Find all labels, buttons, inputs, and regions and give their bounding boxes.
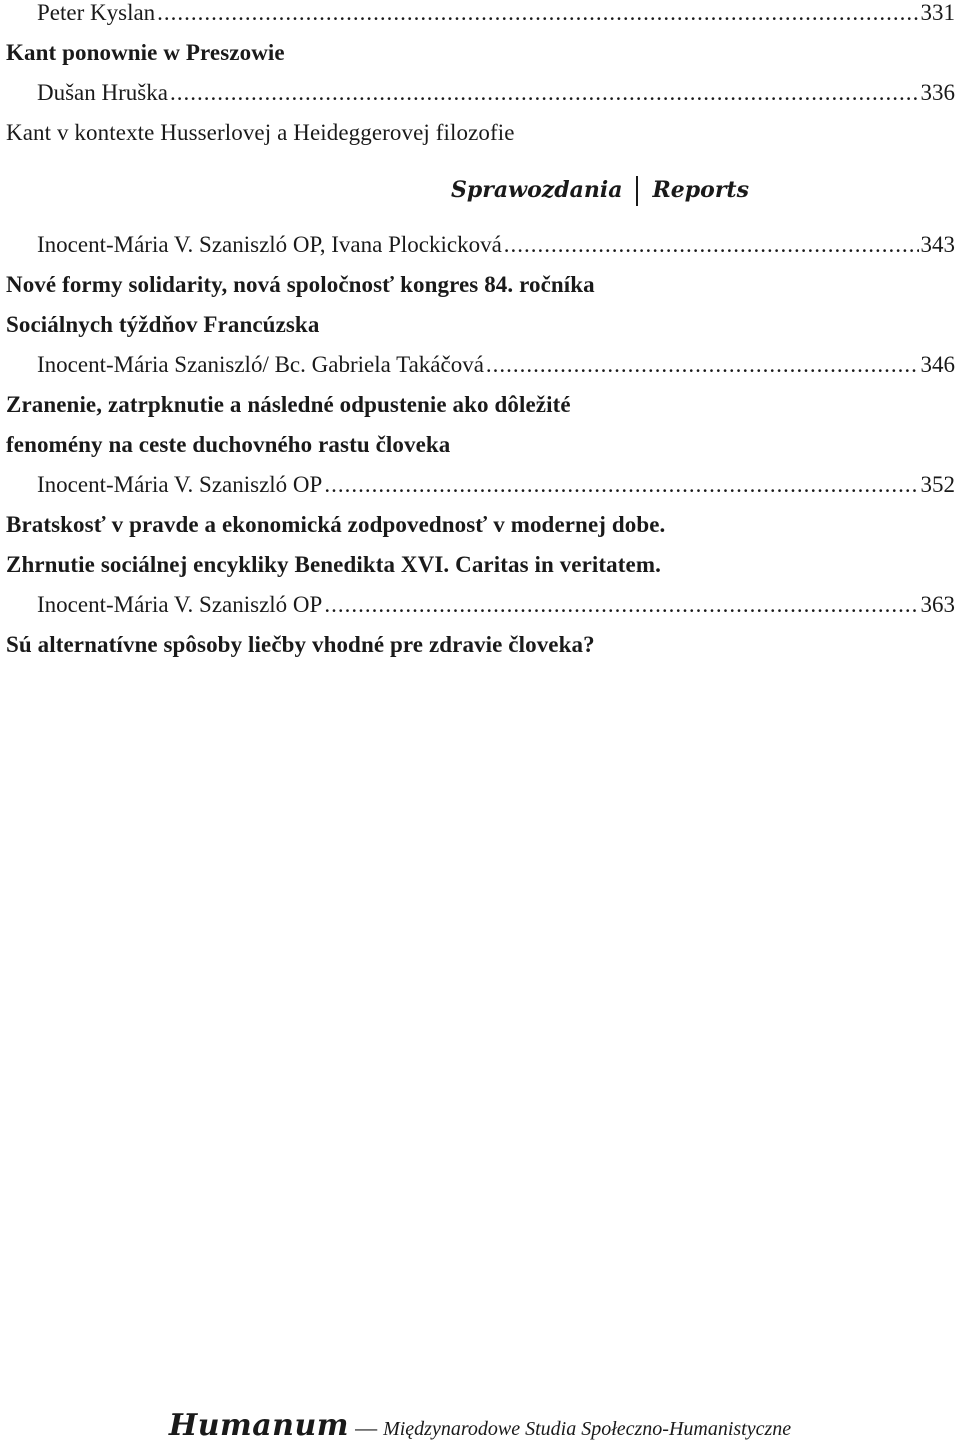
toc-page-number: 363	[920, 592, 955, 617]
toc-title: Bratskosť v pravde a ekonomická zodpovednosť v modernej dobe.	[6, 512, 666, 537]
page-footer	[0, 1408, 960, 1448]
toc-page-number: 331	[920, 0, 955, 25]
toc-title: Kant ponownie w Preszowie	[6, 40, 285, 65]
toc-author: Peter Kyslan	[37, 0, 156, 25]
toc-author: Inocent-Mária V. Szaniszló OP, Ivana Plockicková	[37, 232, 502, 257]
toc-page-number: 352	[920, 472, 955, 497]
section-heading-right: Reports	[652, 177, 749, 203]
toc-title: Sú alternatívne spôsoby liečby vhodné pre zdravie človeka?	[6, 632, 595, 657]
toc-title: Sociálnych týždňov Francúzska	[6, 312, 320, 337]
section-heading-left: Sprawozdania	[451, 177, 623, 203]
toc-author-row	[37, 73, 955, 113]
journal-subtitle: Międzynarodowe Studia Społeczno-Humanistyczne	[383, 1418, 792, 1440]
toc-author: Inocent-Mária Szaniszló/ Bc. Gabriela Takáčová	[37, 352, 484, 377]
toc-author: Inocent-Mária V. Szaniszló OP	[37, 472, 323, 497]
section-heading	[0, 168, 960, 212]
journal-name: Humanum	[168, 1408, 350, 1443]
toc-page-number: 346	[920, 352, 955, 377]
footer-dash: —	[355, 1415, 378, 1440]
toc-leader-dots	[324, 585, 918, 625]
toc-author-row	[37, 585, 955, 625]
toc-author-row	[37, 345, 955, 385]
toc-author: Dušan Hruška	[37, 80, 168, 105]
toc-author: Inocent-Mária V. Szaniszló OP	[37, 592, 323, 617]
toc-leader-dots	[324, 465, 918, 505]
toc-page-number: 336	[920, 80, 955, 105]
toc-title: fenomény na ceste duchovného rastu človeka	[6, 432, 451, 457]
toc-leader-dots	[157, 0, 918, 33]
toc-page-number: 343	[920, 232, 955, 257]
toc-title: Nové formy solidarity, nová spoločnosť kongres 84. ročníka	[6, 272, 595, 297]
toc-author-row	[37, 0, 955, 33]
toc-leader-dots	[486, 345, 919, 385]
toc-leader-dots	[170, 73, 919, 113]
toc-author-row	[37, 225, 955, 265]
toc-leader-dots	[504, 225, 919, 265]
section-divider	[636, 176, 638, 206]
toc-author-row	[37, 465, 955, 505]
toc-title: Zranenie, zatrpknutie a následné odpustenie ako dôležité	[6, 392, 571, 417]
toc-title: Zhrnutie sociálnej encykliky Benedikta XVI. Caritas in veritatem.	[6, 552, 661, 577]
toc-title: Kant v kontexte Husserlovej a Heideggerovej filozofie	[6, 120, 515, 145]
